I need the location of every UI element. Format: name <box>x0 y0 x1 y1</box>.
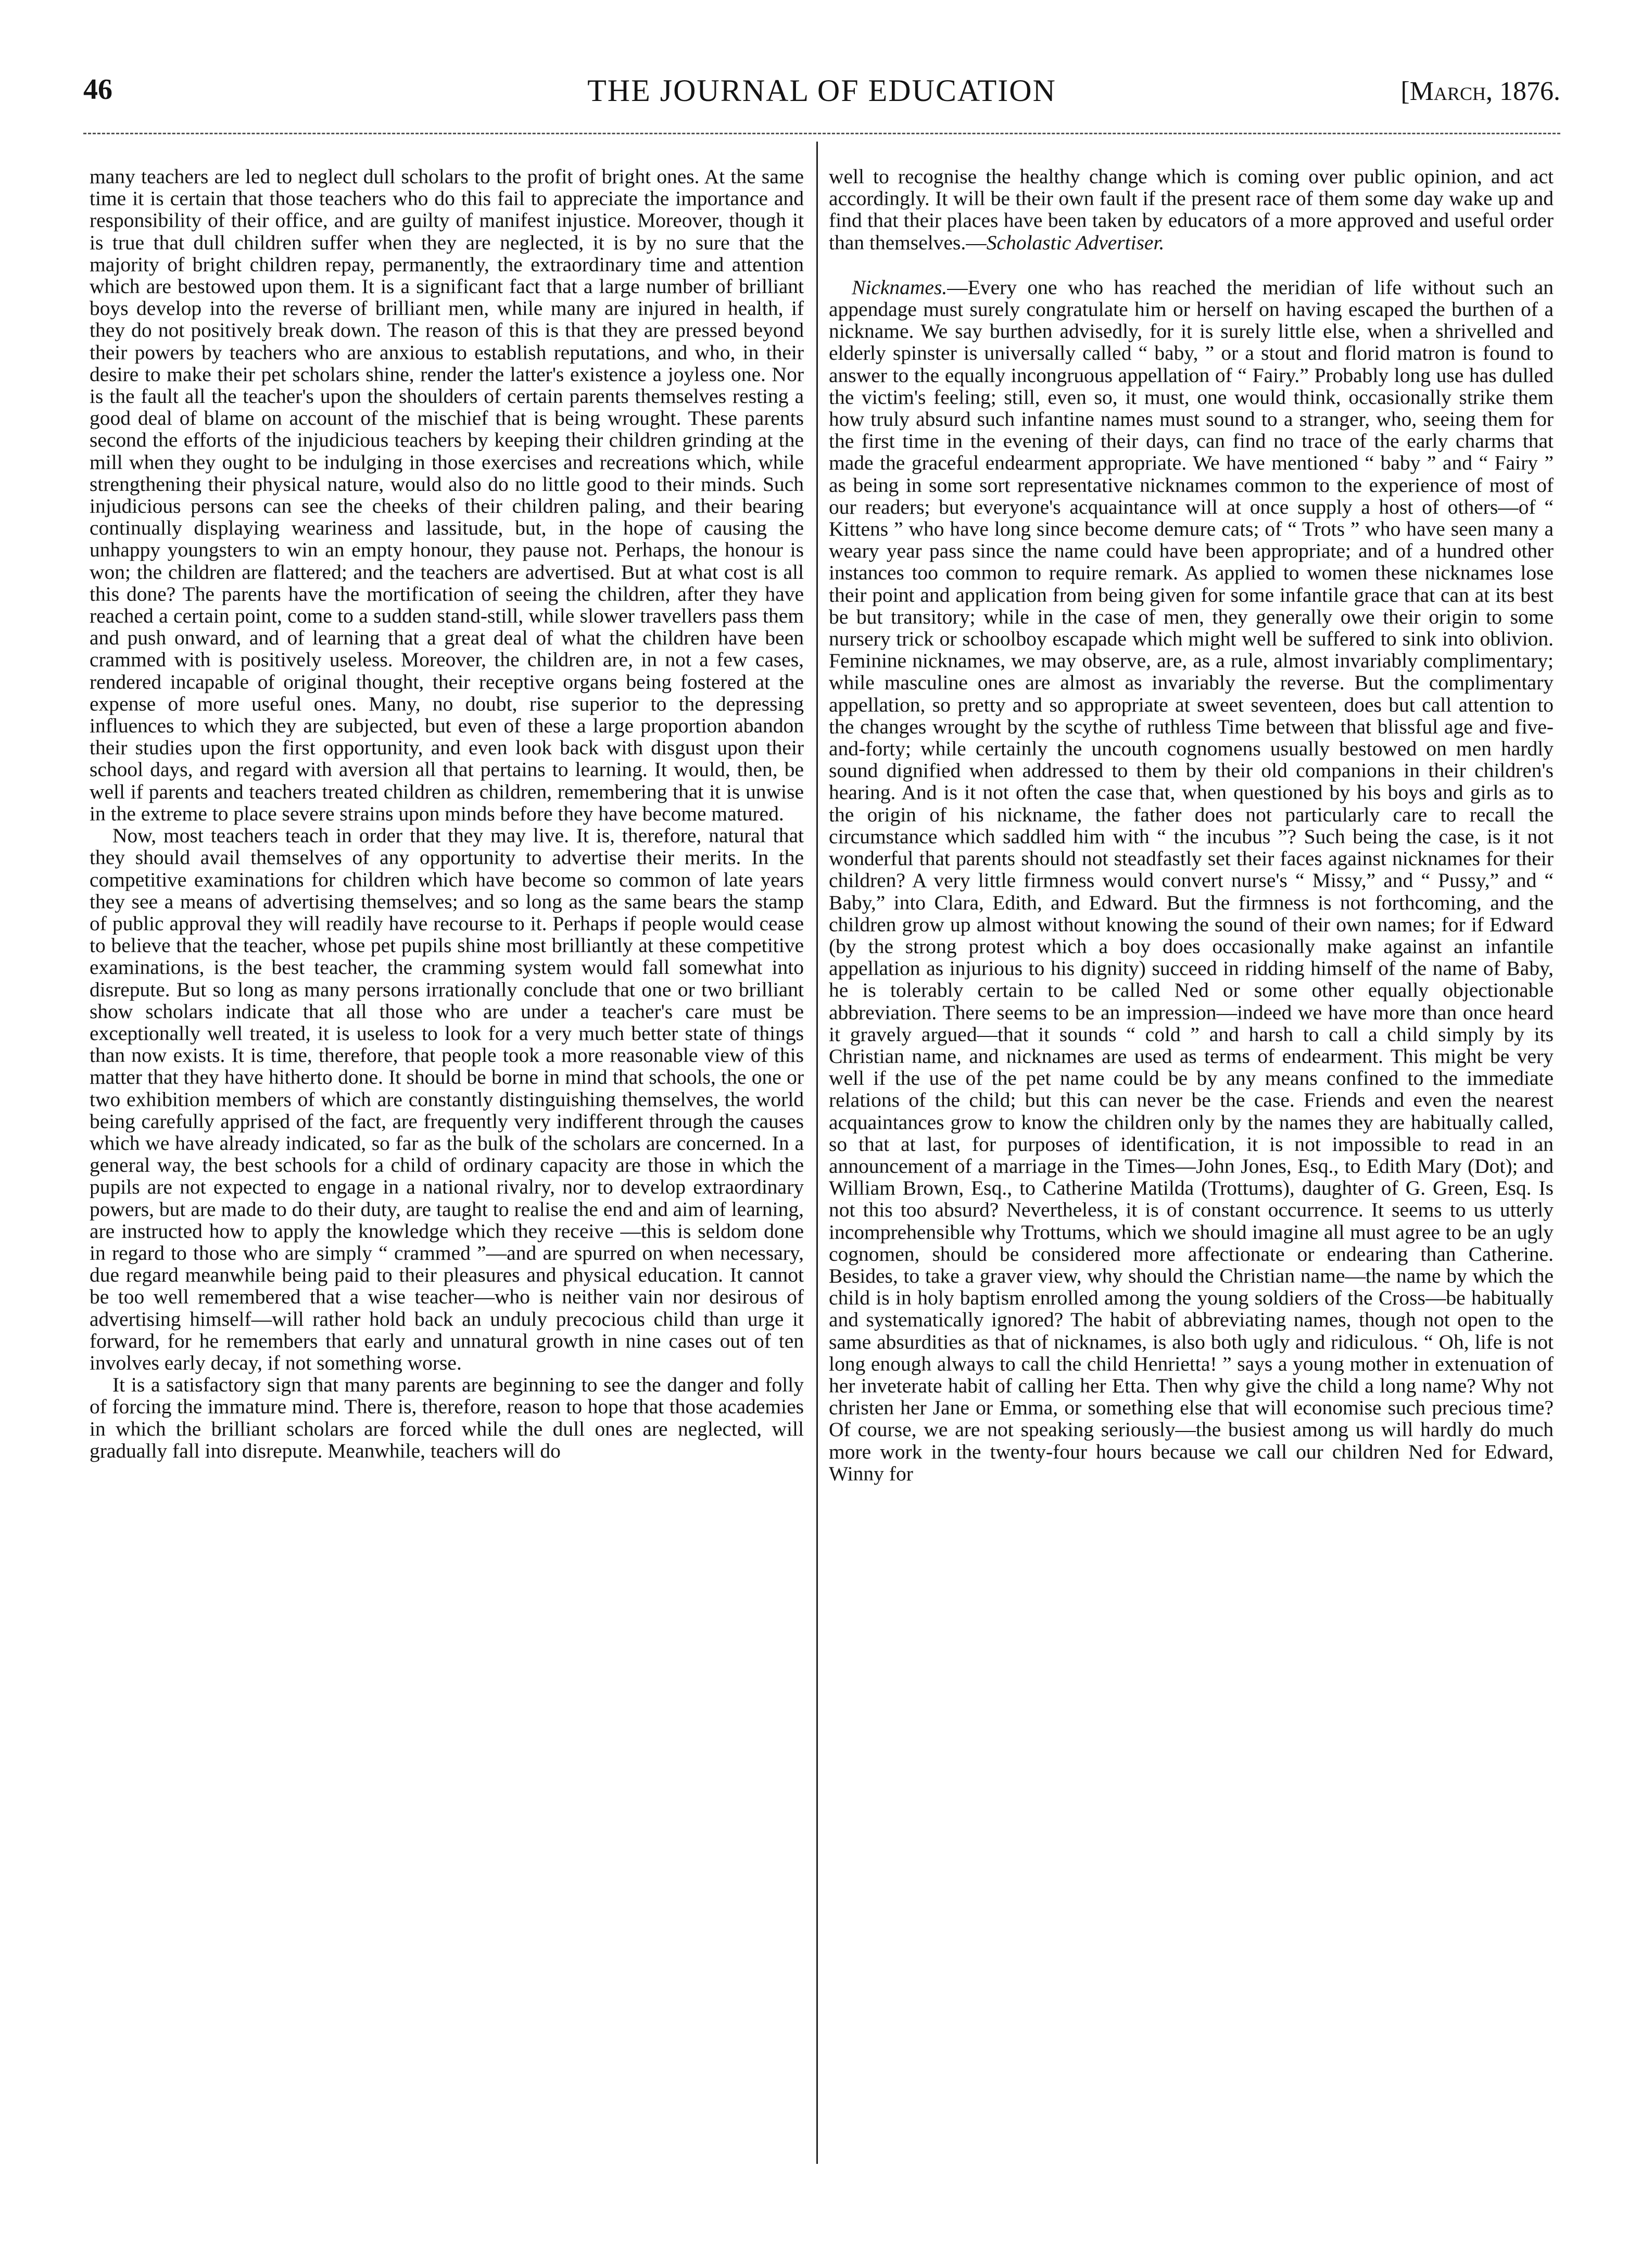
continued-paragraph <box>829 166 1554 254</box>
left-column <box>90 166 804 2164</box>
continued-text: well to recognise the healthy change which is coming over public opinion, and act accordingly. It will be their own fault if the present race of them some day wake up and find that their places have been taken by educators of a more approved and useful order than themselves.— <box>829 166 1554 254</box>
paragraph: many teachers are led to neglect dull scholars to the profit of bright ones. At the same time it is certain that those teachers who do this fail to appreciate the importance and responsibility of their office, and are guilty of manifest injustice. Moreover, though it is true that dull children suffer when they are neglected, it is by no sure that the majority of bright children repay, permanently, the extraordinary time and attention which are bestowed upon them. It is a significant fact that a large number of brilliant boys develop into the reverse of brilliant men, while many are injured in health, if they do not positively break down. The reason of this is that they are pressed beyond their powers by teachers who are anxious to establish reputations, and who, in their desire to make their pet scholars shine, render the latter's existence a joyless one. Nor is the fault all the teacher's upon the shoulders of certain parents themselves resting a good deal of blame on account of the mischief that is being wrought. These parents second the efforts of the injudicious teachers by keeping their children grinding at the mill when they ought to be indulging in those exercises and recreations which, while strengthening their physical nature, would also do no little good to their minds. Such injudicious persons can see the cheeks of their children paling, and their bearing continually displaying weariness and lassitude, but, in the hope of causing the unhappy youngsters to win an empty honour, they pause not. Perhaps, the honour is won; the children are flattered; and the teachers are advertised. But at what cost is all this done? The parents have the mortification of seeing the children, after they have reached a certain point, come to a sudden stand-still, while slower travellers pass them and push onward, and of learning that a great deal of what the children have been crammed with is positively useless. Moreover, the children are, in not a few cases, rendered incapable of original thought, their receptive organs being fostered at the expense of more useful ones. Many, no doubt, rise superior to the depressing influences to which they are subjected, but even of these a large proportion abandon their studies upon the first opportunity, and even look back with disgust upon their school days, and regard with aversion all that pertains to learning. It would, then, be well if parents and teachers treated children as children, remembering that it is unwise in the extreme to place severe strains upon minds before they have become matured. <box>90 166 804 825</box>
page-number: 46 <box>83 73 112 106</box>
paragraph: Now, most teachers teach in order that they may live. It is, therefore, natural that they should avail themselves of any opportunity to advertise their merits. In the competitive examinations for children which have become so common of late years they see a means of advertising themselves; and so long as the same bears the stamp of public approval they will readily have recourse to it. Perhaps if people would cease to believe that the teacher, whose pet pupils shine most brilliantly at these competitive examinations, is the best teacher, the cramming system would fall somewhat into disrepute. But so long as many persons irrationally conclude that one or two brilliant show scholars indicate that all those who are under a teacher's care must be exceptionally well treated, it is useless to look for a very much better state of things than now exists. It is time, therefore, that people took a more reasonable view of this matter that they have hitherto done. It should be borne in mind that schools, the one or two exhibition members of which are constantly distinguishing themselves, the world being carefully apprised of the fact, are frequently very indifferent through the causes which we have already indicated, so far as the bulk of the scholars are concerned. In a general way, the best schools for a child of ordinary capacity are those in which the pupils are not expected to engage in a national rivalry, nor to develop extraordinary powers, but are made to do their duty, are taught to realise the end and aim of learning, are instructed how to apply the knowledge which they receive —this is seldom done in regard to those who are simply “ crammed ”—and are spurred on when necessary, due regard meanwhile being paid to their pleasures and physical education. It cannot be too well remembered that a wise teacher—who is neither vain nor desirous of advertising himself—will rather hold back an unduly precocious child than urge it forward, for he remembers that early and unnatural growth in nine cases out of ten involves early decay, if not something worse. <box>90 824 804 1374</box>
column-divider <box>816 142 818 2164</box>
header-rule <box>83 133 1560 134</box>
issue-date: [March, 1876. <box>1400 77 1560 106</box>
right-column <box>829 166 1554 2164</box>
article-paragraph <box>829 276 1554 1485</box>
journal-title: THE JOURNAL OF EDUCATION <box>587 73 1056 108</box>
source-attribution: Scholastic Advertiser. <box>986 231 1165 254</box>
paragraph: It is a satisfactory sign that many parents are beginning to see the danger and folly of forcing the immature mind. There is, therefore, reason to hope that those academies in which the brilliant scholars are forced while the dull ones are neglected, will gradually fall into disrepute. Meanwhile, teachers will do <box>90 1373 804 1462</box>
article-title: Nicknames. <box>852 275 948 299</box>
article-body: —Every one who has reached the meridian of life without such an appendage must surely congratulate him or herself on having escaped the burthen of a nickname. We say burthen advisedly, for it is surely little else, when a shrivelled and elderly spinster is universally called “ baby, ” or a stout and florid matron is found to answer to the equally incongruous appellation of “ Fairy.” Probably long use has dulled the victim's feeling; still, even so, it must, one would think, occasionally strike them how truly absurd such infantine names must sound to a stranger, who, seeing them for the first time in the evening of their days, can find no trace of the early charms that made the graceful endearment appropriate. We have mentioned “ baby ” and “ Fairy ” as being in some sort representative nicknames common to the experience of most of our readers; but everyone's acquaintance will at once supply a host of others—of “ Kittens ” who have long since become demure cats; of “ Trots ” who have seen many a weary year pass since the name could have been appropriate; and of a hundred other instances too common to require remark. As applied to women these nicknames lose their point and application from being given for some infantile grace that can at its best be but transitory; while in the case of men, they generally owe their origin to some nursery trick or schoolboy escapade which might well be suffered to sink into oblivion. Feminine nicknames, we may observe, are, as a rule, almost invariably complimentary; while masculine ones are almost as invariably the reverse. But the complimentary appellation, so pretty and so appropriate at sweet seventeen, does but call attention to the changes wrought by the scythe of ruthless Time between that blissful age and five-and-forty; while certainly the uncouth cognomens usually bestowed on men hardly sound dignified when addressed to them by their old companions in their children's hearing. And is it not often the case that, when questioned by his boys and girls as to the origin of his nickname, the father does not particularly care to recall the circumstance which saddled him with “ the incubus ”? Such being the case, is it not wonderful that parents should not steadfastly set their faces against nicknames for their children? A very little firmness would convert nurse's “ Missy,” and “ Pussy,” and “ Baby,” into Clara, Edith, and Edward. But the firmness is not forthcoming, and the children grow up almost without knowing the sound of their own names; for if Edward (by the strong protest which a boy does occasionally make against an infantile appellation as injurious to his dignity) succeed in ridding himself of the name of Baby, he is tolerably certain to be called Ned or some other equally objectionable abbreviation. There seems to be an impression—indeed we have more than once heard it gravely argued—that it sounds “ cold ” and harsh to call a child simply by its Christian name, and nicknames are used as terms of endearment. This might be very well if the use of the pet name could be by any means confined to the immediate relations of the child; but this can never be the case. Friends and even the nearest acquaintances grow to know the children only by the names they are habitually called, so that at last, for purposes of identification, it is not impossible to read in an announcement of a marriage in the Times—John Jones, Esq., to Edith Mary (Dot); and William Brown, Esq., to Catherine Matilda (Trottums), daughter of G. Green, Esq. Is not this too absurd? Nevertheless, it is of constant occurrence. It seems to us utterly incomprehensible why Trottums, which we should imagine all must agree to be an ugly cognomen, should be considered more affectionate or endearing than Catherine. Besides, to take a graver view, why should the Christian name—the name by which the child is in holy baptism enrolled among the young soldiers of the Cross—be habitually and systematically ignored? The habit of abbreviating names, though not open to the same absurdities as that of nicknames, is also both ugly and ridiculous. “ Oh, life is not long enough always to call the child Henrietta! ” says a young mother in extenuation of her inveterate habit of calling her Etta. Then why give the child a long name? Why not christen her Jane or Emma, or something else that will economise such precious time? Of course, we are not speaking seriously—the busiest among us will hardly do much more work in the twenty-four hours because we call our children Ned for Edward, Winny for <box>829 275 1554 1485</box>
page-header <box>83 73 1560 130</box>
